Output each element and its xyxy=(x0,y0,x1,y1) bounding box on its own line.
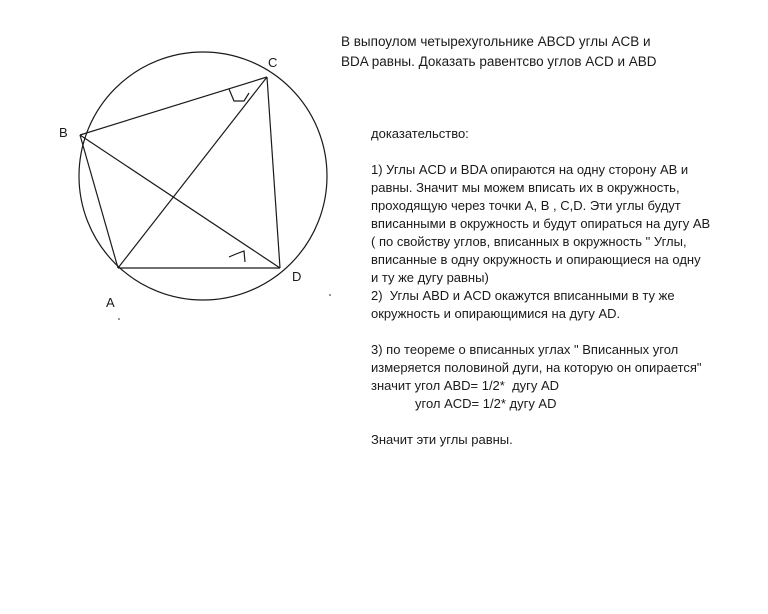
proof-line: и ту же дугу равны) xyxy=(371,270,489,285)
label-b: B xyxy=(59,125,68,140)
side-cd xyxy=(267,77,280,268)
problem-line: В выпоулом четырехугольнике ABCD углы ACB и xyxy=(341,34,651,49)
proof-line: вписанными в окружность и будут опираться на дугу AB xyxy=(371,216,711,231)
side-ab xyxy=(80,135,118,268)
diagonal-ac xyxy=(118,77,267,268)
geometry-figure xyxy=(0,0,340,330)
proof-line: 2) Углы ABD и ACD окажутся вписанными в ту же xyxy=(371,288,675,303)
proof-line: ( по свойству углов, вписанных в окружность " Углы, xyxy=(371,234,687,249)
proof-line: равны. Значит мы можем вписать их в окружность, xyxy=(371,180,680,195)
problem-line: BDA равны. Доказать равентсво углов ACD и ABD xyxy=(341,54,657,69)
proof-line: 1) Углы ACD и BDA опираются на одну сторону AB и xyxy=(371,162,689,177)
label-a: A xyxy=(106,295,115,310)
proof-line: проходящую через точки A, B , C,D. Эти углы будут xyxy=(371,198,681,213)
stray-dot xyxy=(329,294,331,296)
stray-dot xyxy=(118,318,120,320)
proof-line: 3) по теореме о вписанных углах " Вписанных угол xyxy=(371,342,679,357)
proof-line: вписанные в одну окружность и опирающиеся на одну xyxy=(371,252,701,267)
proof-title: доказательство: xyxy=(371,126,469,141)
angle-mark-acb xyxy=(229,89,249,101)
label-d: D xyxy=(292,269,302,284)
side-bc xyxy=(80,77,267,135)
blank-line xyxy=(371,143,763,161)
proof-line: измеряется половиной дуги, на которую он опирается" xyxy=(371,360,702,375)
blank-line xyxy=(371,413,763,431)
proof-conclusion: Значит эти углы равны. xyxy=(371,432,513,447)
proof-line: окружность и опирающимися на дугу AD. xyxy=(371,306,621,321)
label-c: C xyxy=(268,55,278,70)
proof-line: значит угол ABD= 1/2* дугу AD xyxy=(371,378,560,393)
proof-text xyxy=(371,125,763,449)
blank-line xyxy=(371,323,763,341)
diagonal-bd xyxy=(80,135,280,268)
proof-line-indented: угол ACD= 1/2* дугу AD xyxy=(415,396,557,411)
problem-statement xyxy=(341,32,741,72)
angle-mark-bda xyxy=(229,251,245,262)
